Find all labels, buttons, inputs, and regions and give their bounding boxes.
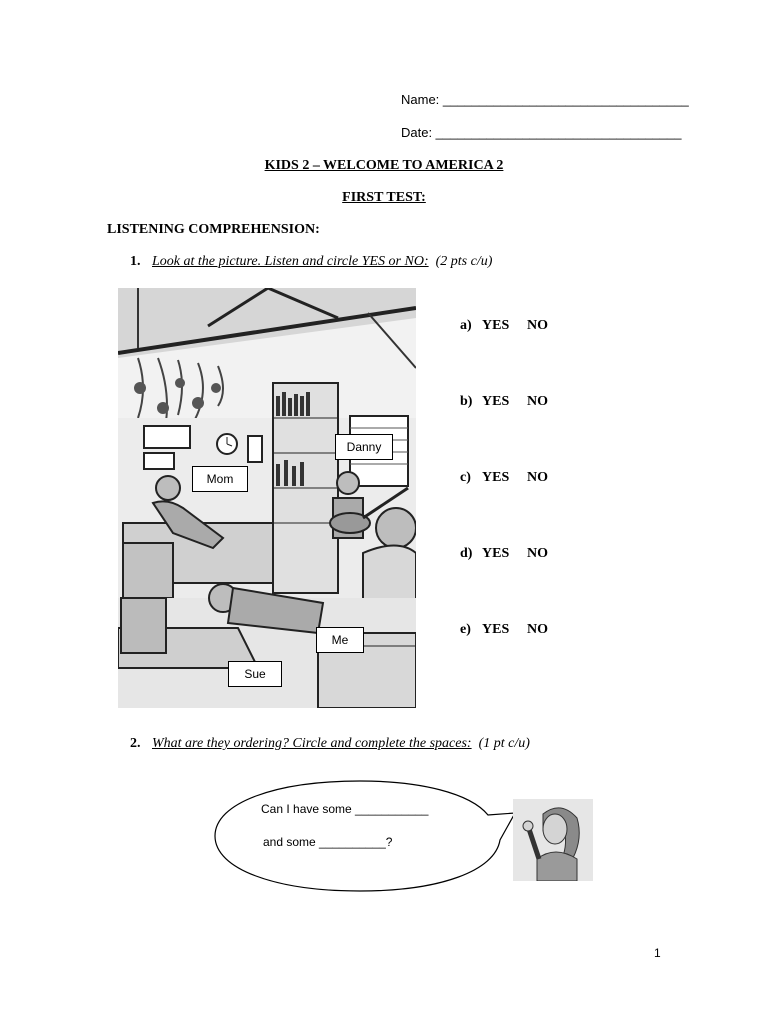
answer-row-a — [460, 318, 548, 334]
answer-row-b — [460, 394, 548, 410]
no-option[interactable]: NO — [527, 470, 548, 485]
answer-letter: c) — [460, 470, 471, 485]
question-2-points: (1 pt c/u) — [478, 736, 530, 751]
question-1-instruction: Look at the picture. Listen and circle YES or NO: — [152, 254, 429, 269]
question-1-points: (2 pts c/u) — [435, 254, 493, 269]
answer-row-c — [460, 470, 548, 486]
question-1-text — [152, 254, 492, 270]
no-option[interactable]: NO — [527, 394, 548, 409]
answer-letter: b) — [460, 394, 473, 409]
yes-option[interactable]: YES — [482, 394, 510, 409]
section-heading: LISTENING COMPREHENSION: — [107, 222, 320, 237]
girl-waving-icon — [513, 799, 593, 881]
yes-option[interactable]: YES — [482, 318, 510, 333]
answer-row-d — [460, 546, 548, 562]
no-option[interactable]: NO — [527, 546, 548, 561]
answer-letter: d) — [460, 546, 473, 561]
question-1-number: 1. — [130, 254, 141, 269]
yes-option[interactable]: YES — [482, 546, 510, 561]
living-room-picture — [118, 288, 416, 708]
no-option[interactable]: NO — [527, 622, 548, 637]
bubble-line-1[interactable]: Can I have some ___________ — [261, 802, 429, 816]
page-subtitle: FIRST TEST: — [342, 190, 426, 205]
page-title: KIDS 2 – WELCOME TO AMERICA 2 — [264, 158, 504, 173]
yes-option[interactable]: YES — [482, 470, 510, 485]
page-number: 1 — [654, 946, 661, 960]
label-me: Me — [316, 627, 364, 653]
name-field[interactable]: Name: __________________________________ — [401, 92, 689, 107]
question-2-number: 2. — [130, 736, 141, 751]
label-mom: Mom — [192, 466, 248, 492]
label-sue: Sue — [228, 661, 282, 687]
answer-letter: e) — [460, 622, 471, 637]
no-option[interactable]: NO — [527, 318, 548, 333]
label-danny: Danny — [335, 434, 393, 460]
living-room-illustration — [118, 288, 416, 708]
girl-illustration — [513, 799, 593, 881]
answer-row-e — [460, 622, 548, 638]
yes-option[interactable]: YES — [482, 622, 510, 637]
bubble-line-2[interactable]: and some __________? — [263, 835, 393, 849]
date-field[interactable]: Date: __________________________________ — [401, 125, 682, 140]
question-2-instruction: What are they ordering? Circle and complete the spaces: — [152, 736, 472, 751]
answer-letter: a) — [460, 318, 472, 333]
question-2-text — [152, 736, 530, 752]
